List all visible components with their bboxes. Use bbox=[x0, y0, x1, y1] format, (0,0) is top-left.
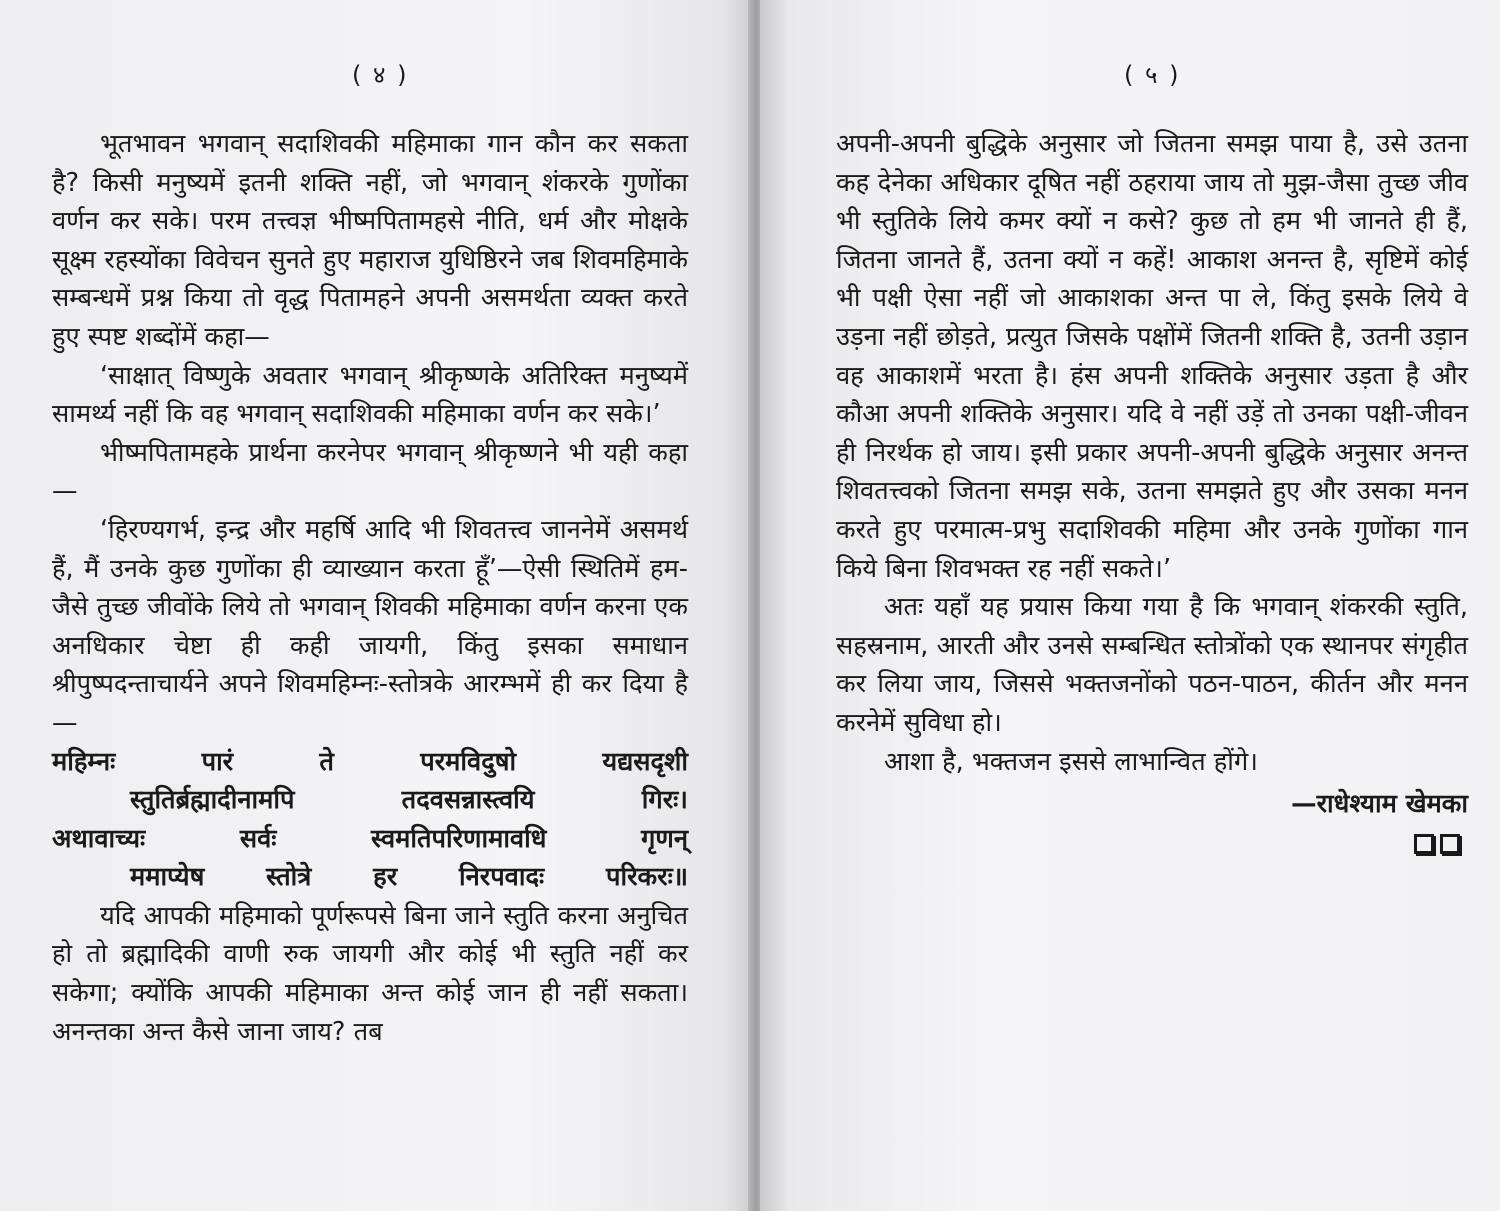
paragraph: अपनी-अपनी बुद्धिके अनुसार जो जितना समझ पाया है, उसे उतना कह देनेका अधिकार दूषित नहीं ठहराया जाय तो मुझ-जैसा तुच्छ जीव भी स्तुतिके लिये कमर क्यों न कसे? कुछ तो हम भी जानते ही हैं, जितना जानते हैं, उतना क्यों न कहें! आकाश अनन्त है, सृष्टिमें कोई भी पक्षी ऐसा नहीं जो आकाशका अन्त पा ले, किंतु इसके लिये वे उड़ना नहीं छोड़ते, प्रत्युत जिसके पक्षोंमें जितनी शक्ति है, उतनी उड़ान वह आकाशमें भरता है। हंस अपनी शक्तिके अनुसार उड़ता है और कौआ अपनी शक्तिके अनुसार। यदि वे नहीं उड़ें तो उनका पक्षी-जीवन ही निरर्थक हो जाय। इसी प्रकार अपनी-अपनी बुद्धिके अनुसार अनन्त शिवतत्त्वको जितना समझ सके, उतना समझते हुए और उसका मनन करते हुए परमात्म-प्रभु सदाशिवकी महिमा और उनके गुणोंका गान किये बिना शिवभक्त रह नहीं सकते।’ bbox=[836, 129, 1468, 584]
paragraph: भूतभावन भगवान् सदाशिवकी महिमाका गान कौन कर सकता है? किसी मनुष्यमें इतनी शक्ति नहीं, जो भगवान् शंकरके गुणोंका वर्णन कर सके। परम तत्त्वज्ञ भीष्मपितामहसे नीति, धर्म और मोक्षके सूक्ष्म रहस्योंका विवेचन सुनते हुए महाराज युधिष्ठिरने जब शिवमहिमाके सम्बन्धमें प्रश्न किया तो वृद्ध पितामहने अपनी असमर्थता व्यक्त करते हुए स्पष्ट शब्दोंमें कहा— bbox=[52, 129, 688, 352]
paragraph: भीष्मपितामहके प्रार्थना करनेपर भगवान् श्रीकृष्णने भी यही कहा— bbox=[52, 437, 688, 507]
left-page-text bbox=[52, 125, 688, 1051]
verse-word: यद्यसदृशी bbox=[602, 746, 688, 777]
verse-word: स्वमतिपरिणामावधि bbox=[371, 823, 547, 854]
verse-word: गृणन् bbox=[641, 823, 688, 854]
paragraph: आशा है, भक्तजन इससे लाभान्वित होंगे। bbox=[884, 746, 1258, 777]
verse-word: परिकरः॥ bbox=[606, 862, 688, 893]
verse-word: महिम्नः bbox=[52, 746, 116, 777]
quote-paragraph: ‘हिरण्यगर्भ, इन्द्र और महर्षि आदि भी शिवतत्त्व जाननेमें असमर्थ हैं, मैं उनके कुछ गुणोंका ही व्याख्यान करता हूँ’—ऐसी स्थितिमें हम-जैसे तुच्छ जीवोंके लिये तो भगवान् शिवकी महिमाका वर्णन करना एक अनधिकार चेष्टा ही कही जायगी, किंतु इसका समाधान श्रीपुष्पदन्ताचार्यने अपने शिवमहिम्नः-स्तोत्रके आरम्भमें ही कर दिया है— bbox=[52, 514, 688, 738]
verse-word: सर्वः bbox=[239, 823, 277, 854]
square-ornament-icon bbox=[1440, 834, 1460, 854]
verse-line bbox=[52, 781, 688, 820]
verse-line bbox=[52, 743, 688, 782]
right-page bbox=[760, 0, 1500, 1211]
verse-word: गिरः। bbox=[641, 785, 688, 816]
verse-word: हर bbox=[373, 862, 398, 893]
page-number: ( ५ ) bbox=[1124, 61, 1181, 89]
sanskrit-verse bbox=[52, 743, 688, 897]
quote-paragraph: ‘साक्षात् विष्णुके अवतार भगवान् श्रीकृष्णके अतिरिक्त मनुष्यमें सामर्थ्य नहीं कि वह भगवान् सदाशिवकी महिमाका वर्णन कर सके।’ bbox=[52, 360, 688, 430]
verse-word: निरपवादः bbox=[459, 862, 545, 893]
verse-word: स्तोत्रे bbox=[266, 862, 312, 893]
verse-word: स्तुतिर्ब्रह्मादीनामपि bbox=[130, 785, 295, 816]
square-ornament-icon bbox=[1414, 834, 1434, 854]
verse-word: परमविदुषो bbox=[420, 746, 517, 777]
verse-word: ममाप्येष bbox=[130, 862, 205, 893]
verse-line bbox=[52, 858, 688, 897]
paragraph: यदि आपकी महिमाको पूर्णरूपसे बिना जाने स्तुति करना अनुचित हो तो ब्रह्मादिकी वाणी रुक जायगी और कोई भी स्तुति नहीं कर सकेगा; क्योंकि आपकी महिमाका अन्त कोई जान ही नहीं सकता। अनन्तका अन्त कैसे जाना जाय? तब bbox=[52, 900, 688, 1047]
page-number: ( ४ ) bbox=[352, 61, 409, 89]
right-page-text bbox=[836, 125, 1468, 862]
verse-line bbox=[52, 820, 688, 859]
verse-word: पारं bbox=[201, 746, 234, 777]
paragraph: अतः यहाँ यह प्रयास किया गया है कि भगवान् शंकरकी स्तुति, सहस्रनाम, आरती और उनसे सम्बन्धित स्तोत्रोंको एक स्थानपर संगृहीत कर लिया जाय, जिससे भक्तजनोंको पठन-पाठन, कीर्तन और मनन करनेमें सुविधा हो। bbox=[836, 592, 1468, 738]
end-ornament bbox=[836, 824, 1468, 863]
verse-word: ते bbox=[319, 746, 334, 777]
verse-word: अथावाच्यः bbox=[52, 823, 146, 854]
verse-word: तदवसन्नास्त्वयि bbox=[401, 785, 535, 816]
author-signature: —राधेश्याम खेमका bbox=[1291, 789, 1468, 820]
